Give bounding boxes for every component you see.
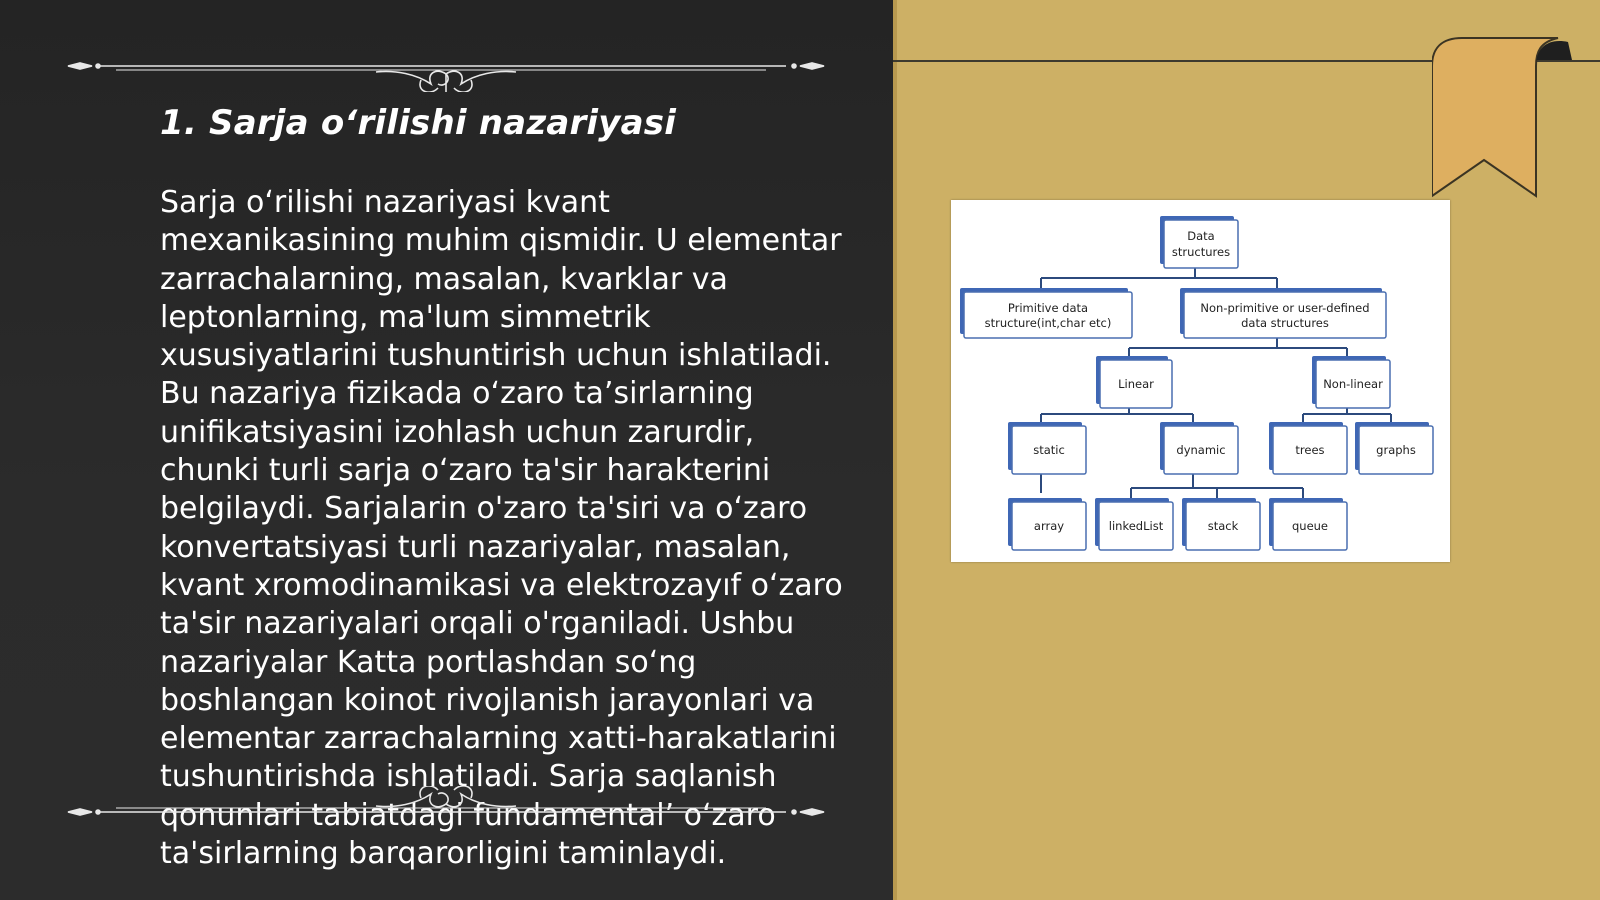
node-queue [1269,498,1347,550]
bookmark-ribbon-icon [1432,36,1572,200]
node-dynamic [1160,422,1238,474]
node-primitive-label-2: structure(int,char etc) [984,316,1112,330]
slide-body-text: Sarja o‘rilishi nazariyasi kvant mexanikasining muhim qismidir. U elementar zarrachalarning, masalan, kvarklar va leptonlarning, ma'lum simmetrik xususiyatlarini tushuntirish uchun ishlatiladi. Bu nazariya fizikada o‘zaro ta’sirlarning unifikatsiyasini izohlash uchun zarurdir, chunki turli sarja o‘zaro ta'sir harakterini belgilaydi. Sarjaları̇n o'zaro ta'siri va o‘zaro konvertatsiyasi turli nazariyalar, masalan, kvant xromodinamikasi va elektrozayıf o‘zaro ta'sir nazariyalari orqali o'rganiladi. Ushbu nazariyalar Katta portlashdan so‘ng boshlangan koinot rivojlanish jarayonlari va elementar zarrachalarning xatti-harakatlarini tushuntirishda ishlatiladi. Sarja saqlanish qonunlari tabiatdagi fundamental’ o‘zaro ta'sirlarning barqarorligini taminlaydi. [160,185,843,872]
node-queue-label: queue [1291,519,1329,533]
node-non-primitive-label-1: Non-primitive or user-defined [1200,301,1370,315]
node-array [1008,498,1086,550]
node-linkedlist [1095,498,1173,550]
node-non-primitive-label-2: data structures [1241,316,1329,330]
node-primitive [960,288,1132,338]
node-linear [1096,356,1172,408]
node-dynamic-label: dynamic [1176,443,1226,457]
node-static-label: static [1033,443,1065,457]
node-root [1160,216,1238,268]
node-stack-label: stack [1207,519,1239,533]
panel-divider [893,0,897,900]
node-root-label-2: structures [1171,245,1231,259]
node-root-label-1: Data [1187,229,1215,243]
node-trees-label: trees [1295,443,1325,457]
bottom-ornament-icon [66,786,826,836]
node-graphs-label: graphs [1376,443,1416,457]
node-primitive-label-1: Primitive data [1007,301,1089,315]
node-linkedlist-label: linkedList [1108,519,1164,533]
node-array-label: array [1033,519,1065,533]
slide-title: 1. Sarja o‘rilishi nazariyasi [160,103,677,143]
node-stack [1182,498,1260,550]
node-non-primitive [1180,288,1386,338]
diagram-svg [951,200,1450,562]
data-structures-diagram [951,200,1450,562]
node-trees [1269,422,1347,474]
node-non-linear-label: Non-linear [1323,377,1383,391]
node-linear-label: Linear [1118,377,1154,391]
node-graphs [1355,422,1433,474]
node-non-linear [1312,356,1390,408]
top-ornament-icon [66,42,826,92]
node-static [1008,422,1086,474]
